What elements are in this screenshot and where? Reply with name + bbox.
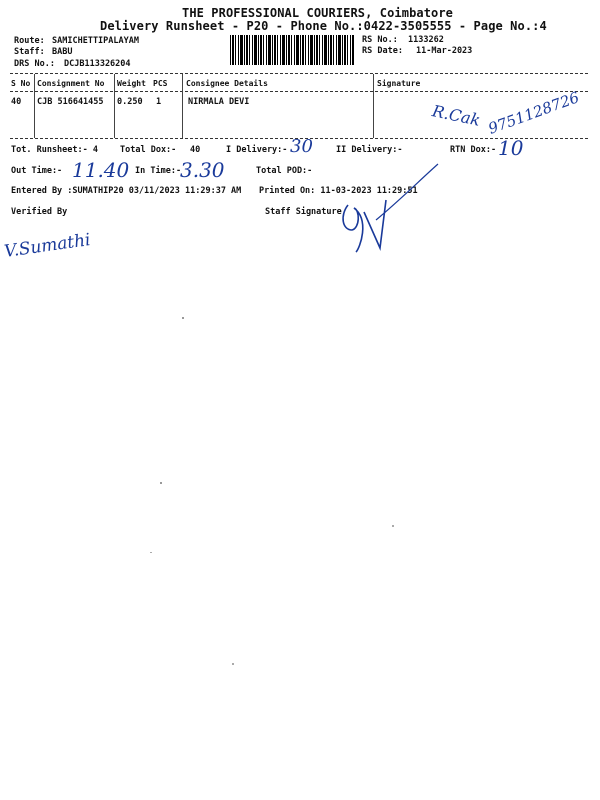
runsheet-title: Delivery Runsheet - P20 - Phone No.:0422-3505555 - Page No.:4: [100, 19, 547, 33]
rs-date-label: RS Date:: [362, 46, 403, 56]
ii-delivery-label: II Delivery:-: [336, 145, 403, 155]
col-header-pcs: PCS: [153, 79, 168, 88]
col-divider: [114, 74, 115, 138]
cell-consignee: NIRMALA DEVI: [188, 97, 250, 107]
handwritten-phone: 9751128726: [485, 88, 582, 138]
paper-speck: [232, 663, 234, 665]
company-title: THE PROFESSIONAL COURIERS, Coimbatore: [182, 6, 454, 20]
col-divider: [34, 74, 35, 138]
i-delivery-handwritten: 30: [290, 136, 313, 157]
col-divider: [373, 74, 374, 138]
i-delivery-label: I Delivery:-: [226, 145, 288, 155]
rs-no-label: RS No.:: [362, 35, 398, 45]
paper-speck: [150, 552, 152, 553]
barcode: [230, 35, 354, 65]
table-header-rule: [10, 91, 588, 92]
rs-date-value: 11-Mar-2023: [416, 46, 473, 56]
staff-signature-scribble: [330, 160, 450, 260]
col-header-sno: S No: [11, 79, 31, 88]
drs-value: DCJB113326204: [64, 59, 131, 69]
rtn-dox-handwritten: 10: [498, 136, 524, 160]
cell-weight: 0.250: [117, 97, 143, 107]
total-dox-value: 40: [190, 145, 201, 155]
col-header-consignment: Consignment No: [37, 79, 105, 88]
col-divider: [182, 74, 183, 138]
drs-label: DRS No.:: [14, 59, 55, 69]
paper-speck: [392, 525, 394, 527]
total-dox-label: Total Dox:-: [120, 145, 177, 155]
printed-on: Printed On: 11-03-2023 11:29:51: [259, 186, 418, 196]
route-value: SAMICHETTIPALAYAM: [52, 36, 139, 46]
cell-consignment: CJB 516641455: [37, 97, 104, 107]
verified-by-label: Verified By: [11, 207, 68, 217]
out-time-handwritten: 11.40: [72, 158, 130, 182]
route-label: Route:: [14, 36, 45, 46]
in-time-handwritten: 3.30: [180, 158, 225, 182]
cell-pcs: 1: [156, 97, 162, 107]
staff-signature-label: Staff Signature: [265, 207, 342, 217]
paper-speck: [182, 317, 184, 319]
total-pod-label: Total POD:-: [256, 166, 313, 176]
staff-value: BABU: [52, 47, 73, 57]
staff-label: Staff:: [14, 47, 45, 57]
cell-sno: 40: [11, 97, 22, 107]
col-header-signature: Signature: [377, 79, 421, 88]
verifier-signature: V.Sumathi: [3, 230, 92, 262]
out-time-label: Out Time:-: [11, 166, 63, 176]
handwritten-receiver: R.Cak: [430, 101, 483, 130]
col-header-consignee: Consignee Details: [186, 79, 268, 88]
table-top-rule: [10, 73, 588, 74]
entered-by: Entered By :SUMATHIP20 03/11/2023 11:29:37 AM: [11, 186, 242, 196]
paper-speck: [160, 482, 162, 484]
rs-no-value: 1133262: [408, 35, 444, 45]
in-time-label: In Time:-: [135, 166, 182, 176]
col-header-weight: Weight: [117, 79, 146, 88]
rtn-dox-label: RTN Dox:-: [450, 145, 497, 155]
tot-runsheet: Tot. Runsheet:- 4: [11, 145, 98, 155]
